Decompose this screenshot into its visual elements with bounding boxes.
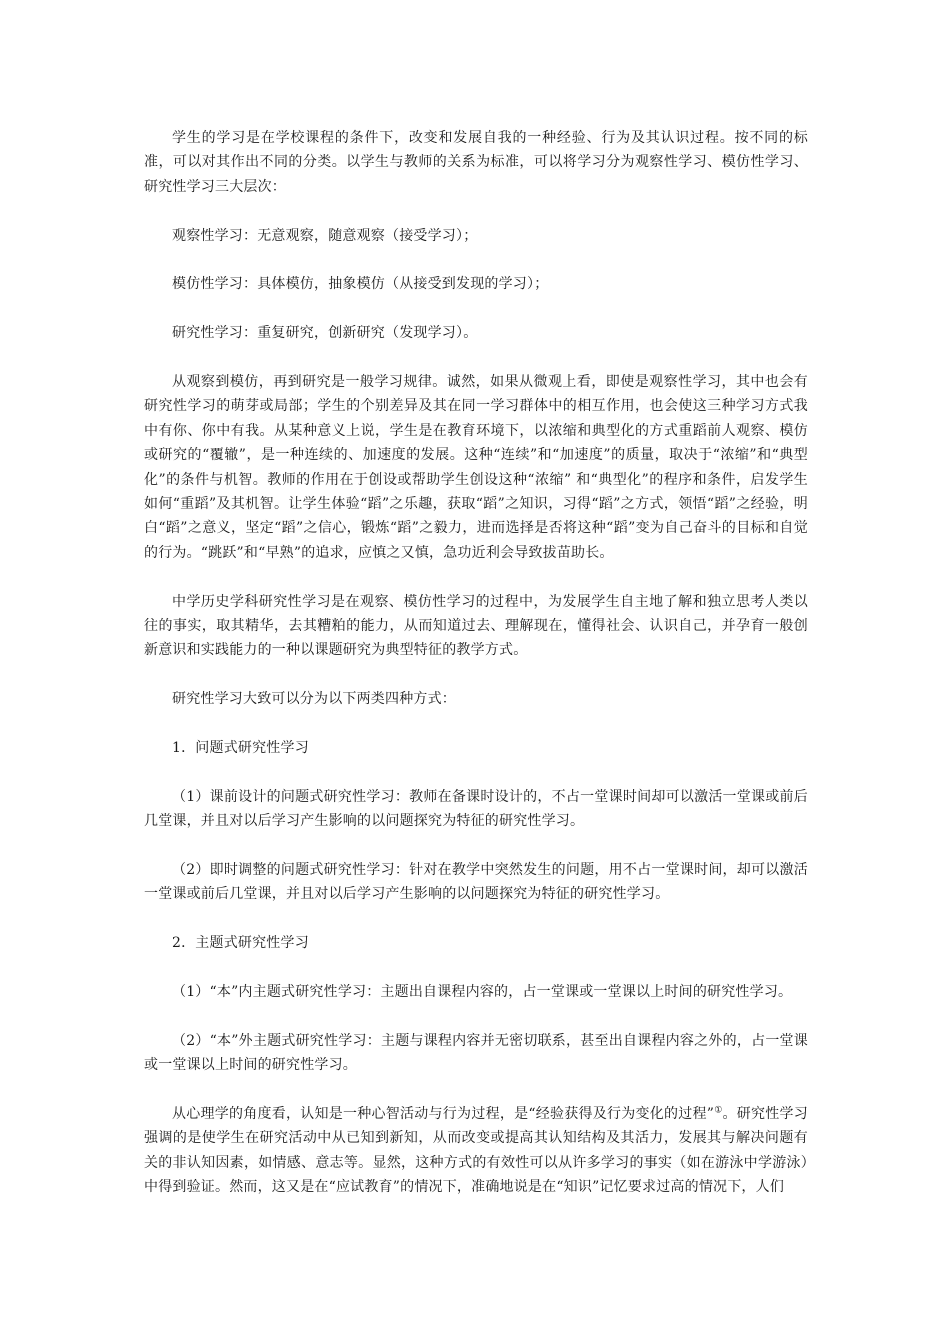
paragraph-definition: 中学历史学科研究性学习是在观察、模仿性学习的过程中，为发展学生自主地了解和独立思考人类以往的事实，取其精华，去其糟粕的能力，从而知道过去、理解现在，懂得社会、认识自己，并孕育一般创新意识和实践能力的一种以课题研究为典型特征的教学方式。 — [144, 593, 808, 659]
section-heading-question-based: 1．问题式研究性学习 — [172, 740, 309, 757]
paragraph-types: 研究性学习大致可以分为以下两类四种方式： — [172, 691, 456, 708]
section-heading-theme-based: 2．主题式研究性学习 — [172, 935, 309, 952]
footnote-marker[interactable]: ① — [714, 1105, 723, 1116]
paragraph-question-based-1: （1）课前设计的问题式研究性学习：教师在备课时设计的，不占一堂课时间却可以激活一堂课或前后几堂课，并且对以后学习产生影响的以问题探究为特征的研究性学习。 — [144, 788, 808, 830]
paragraph-psychology-text: 从心理学的角度看，认知是一种心智活动与行为过程，是“经验获得及行为变化的过程” — [172, 1106, 715, 1123]
paragraph-research-learning: 研究性学习：重复研究，创新研究（发现学习）。 — [172, 325, 478, 342]
paragraph-psychology — [144, 1102, 808, 1200]
document-body — [144, 126, 808, 1200]
paragraph-learning-law: 从观察到模仿，再到研究是一般学习规律。诚然，如果从微观上看，即使是观察性学习，其中也会有研究性学习的萌芽或局部；学生的个别差异及其在同一学习群体中的相互作用，也会使这三种学习方式我中有你、你中有我。从某种意义上说，学生是在教育环境下，以浓缩和典型化的方式重蹈前人观察、模仿或研究的“覆辙”，是一种连续的、加速度的发展。这种“连续”和“加速度”的质量，取决于“浓缩”和“典型化”的条件与机智。教师的作用在于创设或帮助学生创设这种“浓缩” 和“典型化”的程序和条件，启发学生如何“重蹈”及其机智。让学生体验“蹈”之乐趣，获取“蹈”之知识，习得“蹈”之方式，领悟“蹈”之经验，明白“蹈”之意义，坚定“蹈”之信心，锻炼“蹈”之毅力，进而选择是否将这种“蹈”变为自己奋斗的目标和自觉的行为。“跳跃”和“早熟”的追求，应慎之又慎，急功近利会导致拔苗助长。 — [144, 374, 808, 561]
paragraph-psychology-text-cont: 。研究性学习强调的是使学生在研究活动中从已知到新知，从而改变或提高其认知结构及其活力，发展其与解决问题有关的非认知因素，如情感、意志等。显然，这种方式的有效性可以从许多学习的事实（如在游泳中学游泳）中得到验证。然而，这又是在“应试教育”的情况下，准确地说是在“知识”记忆要求过高的情况下，人们 — [144, 1106, 808, 1196]
paragraph-question-based-2: （2）即时调整的问题式研究性学习：针对在教学中突然发生的问题，用不占一堂课时间，却可以激活一堂课或前后几堂课，并且对以后学习产生影响的以问题探究为特征的研究性学习。 — [144, 862, 808, 903]
paragraph-theme-based-2: （2）“本”外主题式研究性学习：主题与课程内容并无密切联系，甚至出自课程内容之外的，占一堂课或一堂课以上时间的研究性学习。 — [144, 1032, 808, 1074]
paragraph-observation-learning: 观察性学习：无意观察，随意观察（接受学习）； — [172, 227, 478, 244]
paragraph-imitation-learning: 模仿性学习：具体模仿，抽象模仿（从接受到发现的学习）； — [172, 276, 549, 293]
paragraph-theme-based-1: （1）“本”内主题式研究性学习：主题出自课程内容的，占一堂课或一堂课以上时间的研究性学习。 — [172, 984, 793, 1001]
paragraph-intro: 学生的学习是在学校课程的条件下，改变和发展自我的一种经验、行为及其认识过程。按不同的标准，可以对其作出不同的分类。以学生与教师的关系为标准，可以将学习分为观察性学习、模仿性学习、研究性学习三大层次： — [144, 130, 808, 195]
